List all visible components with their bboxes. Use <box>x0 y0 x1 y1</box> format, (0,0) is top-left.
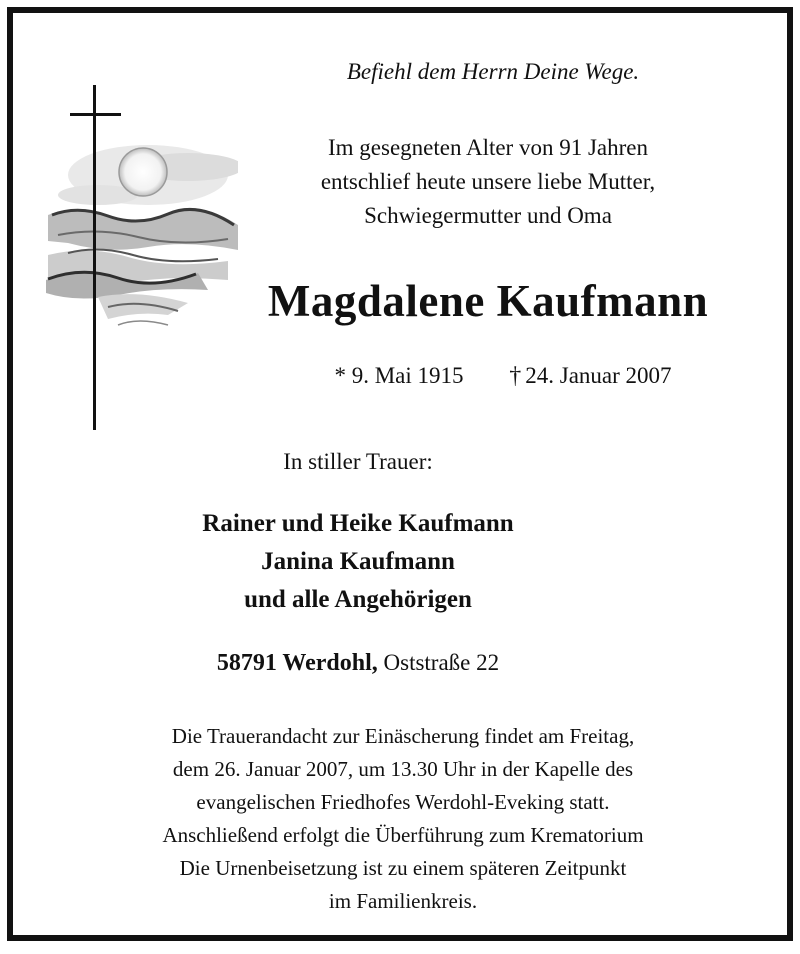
address-street: Oststraße 22 <box>383 650 500 675</box>
service-information <box>53 720 753 918</box>
family-line: und alle Angehörigen <box>244 586 472 613</box>
family-line: Rainer und Heike Kaufmann <box>202 510 514 537</box>
death-date: 24. Januar 2007 <box>525 363 672 388</box>
birth-date: * 9. Mai 1915 <box>334 363 464 388</box>
intro-line: Schwiegermutter und Oma <box>364 203 612 228</box>
life-dates <box>233 363 773 390</box>
service-line: Die Urnenbeisetzung ist zu einem späteren Zeitpunkt <box>179 856 627 880</box>
address <box>83 650 633 677</box>
obituary-notice <box>7 7 793 941</box>
service-line: im Familienkreis. <box>328 889 478 913</box>
service-paragraph <box>53 852 753 918</box>
address-city: 58791 Werdohl, <box>216 650 378 676</box>
service-paragraph <box>53 819 753 852</box>
family-line: Janina Kaufmann <box>261 548 455 575</box>
intro-line: Im gesegneten Alter von 91 Jahren <box>328 135 648 160</box>
service-line: evangelischen Friedhofes Werdohl-Eveking statt. <box>196 790 610 814</box>
service-line: dem 26. Januar 2007, um 13.30 Uhr in der Kapelle des <box>172 757 634 781</box>
deceased-name: Magdalene Kaufmann <box>267 276 709 326</box>
family-names <box>83 505 633 619</box>
service-line: Die Trauerandacht zur Einäscherung findet am Freitag, <box>171 724 635 748</box>
mourning-phrase: In stiller Trauer: <box>283 449 433 474</box>
intro-text <box>228 131 748 233</box>
death-cross-icon: † <box>509 363 522 389</box>
service-paragraph <box>53 720 753 819</box>
cross-and-landscape-illustration <box>38 75 238 435</box>
death-date-group <box>509 363 671 390</box>
psalm-quote: Befiehl dem Herrn Deine Wege. <box>346 59 640 84</box>
service-line: Anschließend erfolgt die Überführung zum Krematorium <box>162 823 644 847</box>
intro-line: entschlief heute unsere liebe Mutter, <box>320 169 656 194</box>
